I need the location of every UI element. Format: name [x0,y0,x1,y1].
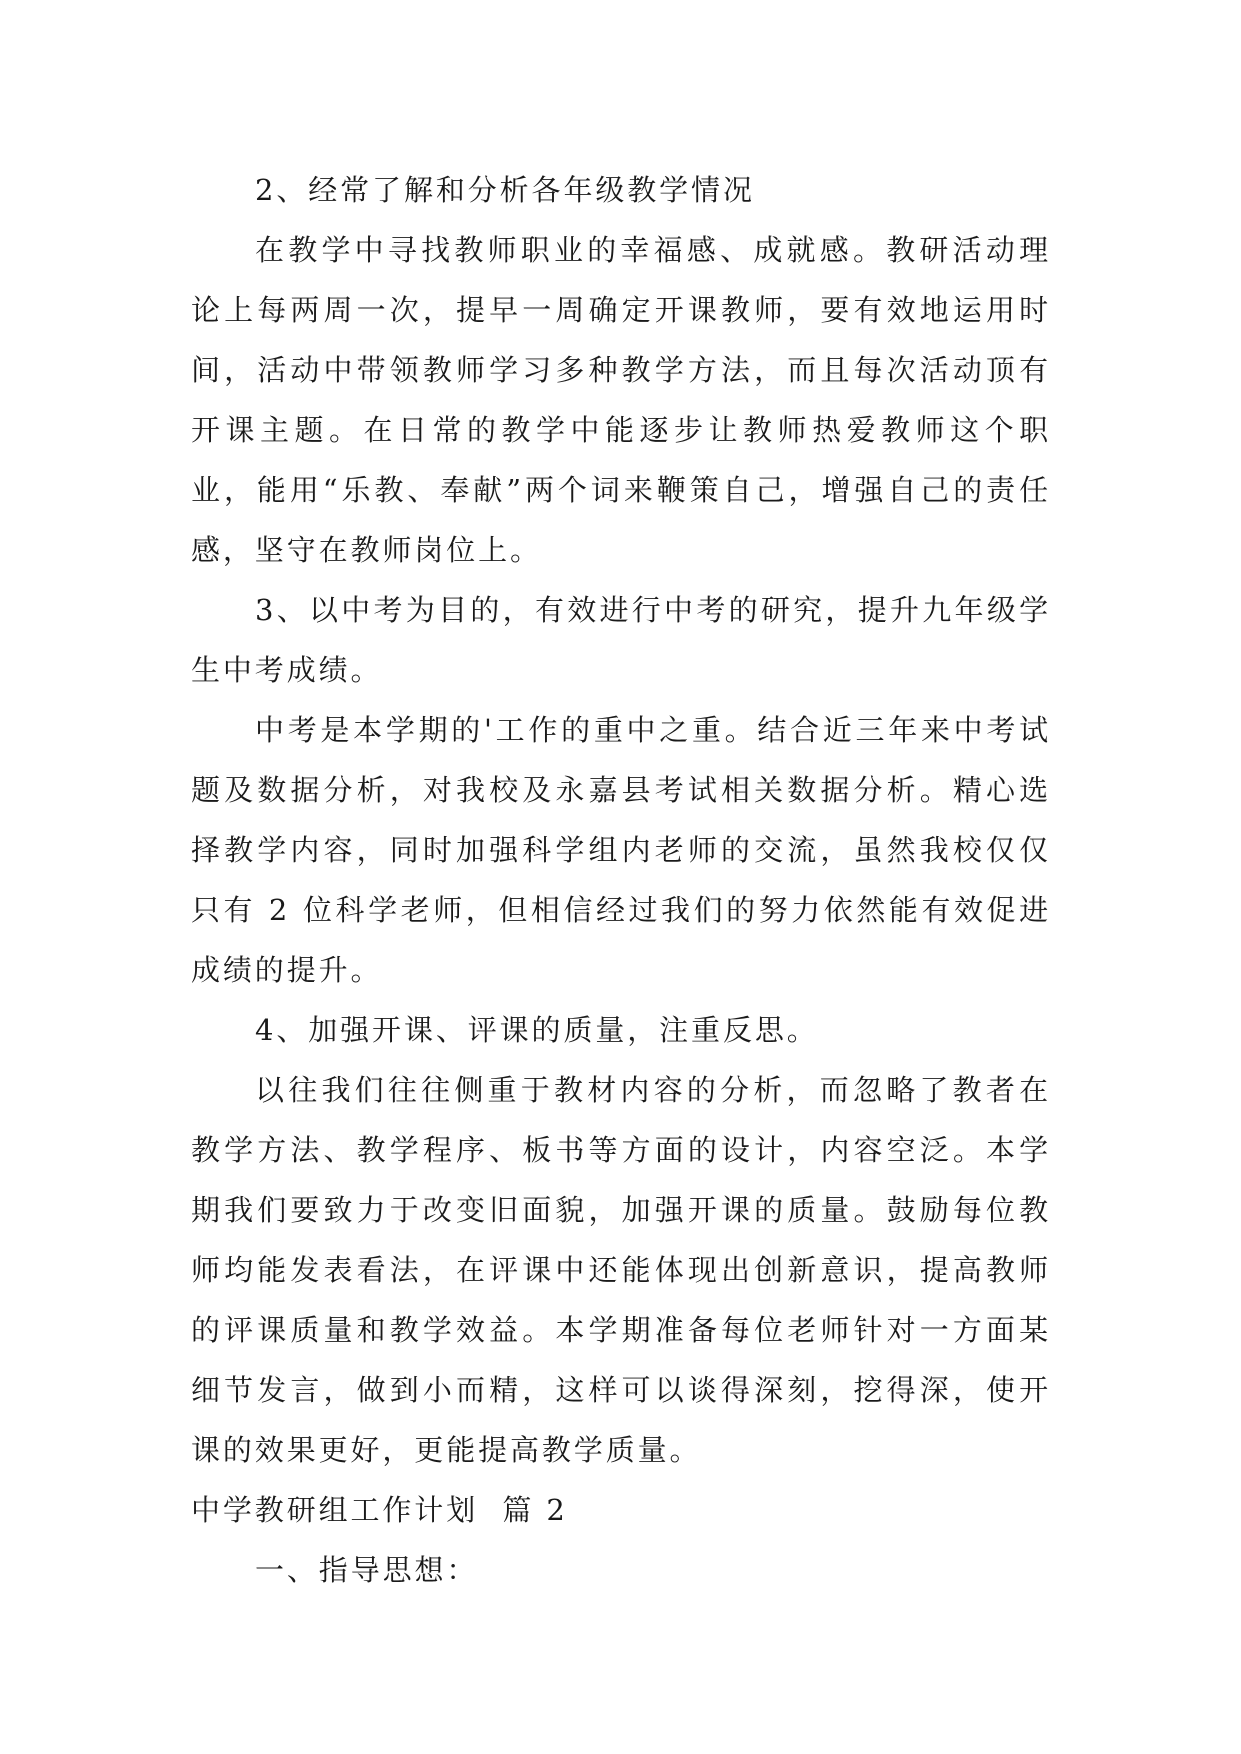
body-paragraph: 中考是本学期的'工作的重中之重。结合近三年来中考试题及数据分析，对我校及永嘉县考试相关数据分析。精心选择教学内容，同时加强科学组内老师的交流，虽然我校仅仅只有 2 位科学老师，但相信经过我们的努力依然能有效促进成绩的提升。 [191,713,1051,987]
list-item-heading-3: 3、以中考为目的，有效进行中考的研究，提升九年级学生中考成绩。 [191,593,1051,687]
document-body [191,160,1051,1600]
body-paragraph: 以往我们往往侧重于教材内容的分析，而忽略了教者在教学方法、教学程序、板书等方面的设计，内容空泛。本学期我们要致力于改变旧面貌，加强开课的质量。鼓励每位教师均能发表看法，在评课中还能体现出创新意识，提高教师的评课质量和教学效益。本学期准备每位老师针对一方面某细节发言，做到小而精，这样可以谈得深刻，挖得深，使开课的效果更好，更能提高教学质量。 [191,1073,1051,1467]
body-paragraph: 在教学中寻找教师职业的幸福感、成就感。教研活动理论上每两周一次，提早一周确定开课教师，要有效地运用时间，活动中带领教师学习多种教学方法，而且每次活动顶有开课主题。在日常的教学中能逐步让教师热爱教师这个职业，能用“乐教、奉献”两个词来鞭策自己，增强自己的责任感，坚守在教师岗位上。 [191,233,1051,567]
list-item-heading-4: 4、加强开课、评课的质量，注重反思。 [255,1013,819,1047]
section-title: 中学教研组工作计划 篇 2 [191,1493,568,1527]
subsection-heading: 一、指导思想： [255,1553,479,1587]
list-item-heading-2: 2、经常了解和分析各年级教学情况 [255,173,755,207]
